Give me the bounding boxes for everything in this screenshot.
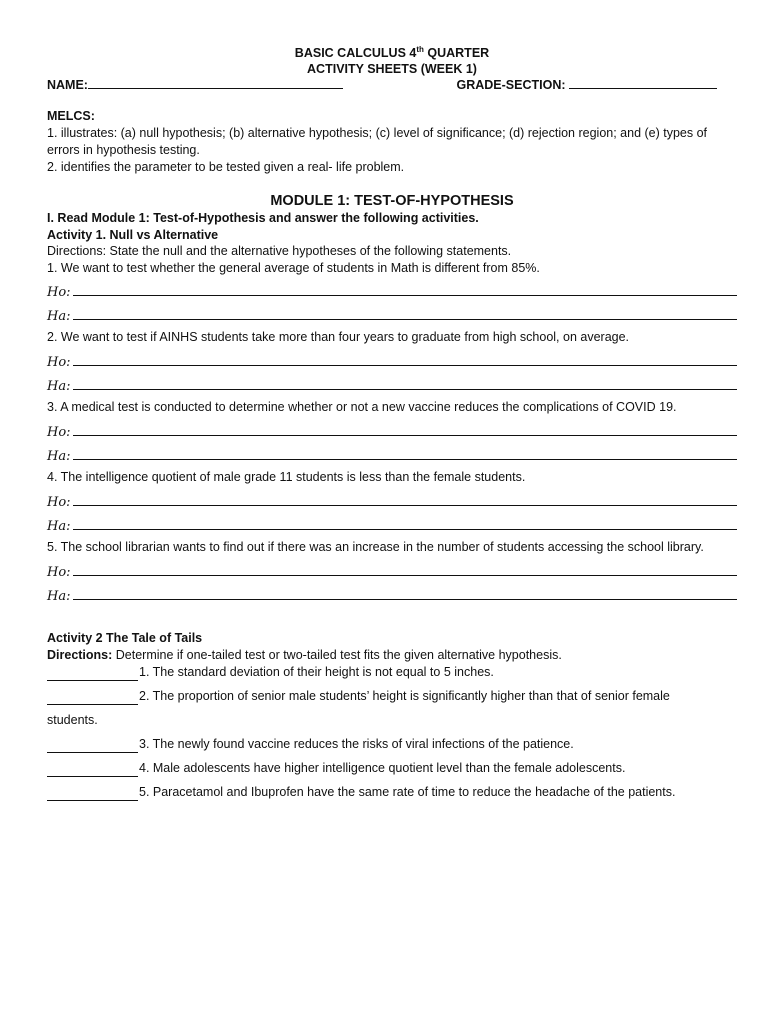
ho-answer-row-3[interactable] xyxy=(47,416,737,440)
answer-blank[interactable] xyxy=(47,788,138,801)
answer-blank[interactable] xyxy=(47,668,138,681)
ho-answer-line[interactable] xyxy=(73,295,737,296)
ho-answer-line[interactable] xyxy=(73,505,737,506)
ho-answer-row-1[interactable] xyxy=(47,276,737,300)
activity2-item-1 xyxy=(47,664,737,681)
melcs-section xyxy=(47,108,737,176)
activity1-title: Activity 1. Null vs Alternative xyxy=(47,227,219,242)
ha-label: Ha: xyxy=(47,379,71,395)
ha-answer-line[interactable] xyxy=(73,459,737,460)
activity2-item-4 xyxy=(47,760,737,777)
grade-section-field[interactable] xyxy=(457,77,718,93)
ha-answer-row-3[interactable] xyxy=(47,440,737,464)
ho-label: Ho: xyxy=(47,565,71,581)
ha-answer-row-4[interactable] xyxy=(47,510,737,534)
ho-label: Ho: xyxy=(47,355,71,371)
melcs-item-1: 1. illustrates: (a) null hypothesis; (b) alternative hypothesis; (c) level of significance; (d) rejection region; and (e) types of errors in hypothesis testing. xyxy=(47,126,708,158)
document-subtitle: ACTIVITY SHEETS (WEEK 1) xyxy=(307,62,477,77)
ha-answer-row-5[interactable] xyxy=(47,580,737,604)
ha-answer-line[interactable] xyxy=(73,319,737,320)
document-title xyxy=(47,42,737,61)
title-superscript: th xyxy=(416,45,424,54)
title-prefix: BASIC CALCULUS 4 xyxy=(294,46,417,61)
ho-label: Ho: xyxy=(47,495,71,511)
activity2-directions-label: Directions: xyxy=(47,647,113,662)
name-grade-row xyxy=(47,77,737,93)
ha-label: Ha: xyxy=(47,449,71,465)
activity1-item-1: 1. We want to test whether the general average of students in Math is different from 85%. xyxy=(47,260,540,275)
grade-section-label: GRADE-SECTION: xyxy=(456,78,569,93)
ho-answer-line[interactable] xyxy=(73,435,737,436)
ha-label: Ha: xyxy=(47,589,71,605)
activity2-item-2-continuation: students. xyxy=(47,713,98,728)
ha-answer-row-1[interactable] xyxy=(47,300,737,324)
ha-label: Ha: xyxy=(47,519,71,535)
ha-answer-line[interactable] xyxy=(73,599,737,600)
activity2-item-3 xyxy=(47,736,737,753)
name-label: NAME: xyxy=(47,78,88,93)
ha-answer-line[interactable] xyxy=(73,389,737,390)
ho-answer-line[interactable] xyxy=(73,365,737,366)
name-field[interactable] xyxy=(47,77,343,93)
ho-label: Ho: xyxy=(47,425,71,441)
answer-blank[interactable] xyxy=(47,740,138,753)
activity2-item-text: 5. Paracetamol and Ibuprofen have the same rate of time to reduce the headache of the patients. xyxy=(139,785,676,800)
grade-section-blank[interactable] xyxy=(569,77,717,89)
activity2-directions-text: Determine if one-tailed test or two-tailed test fits the given alternative hypothesis. xyxy=(112,647,562,662)
activity1-item-4: 4. The intelligence quotient of male grade 11 students is less than the female students. xyxy=(47,470,526,485)
activity2-item-text: 2. The proportion of senior male students’ height is significantly higher than that of senior female xyxy=(139,689,670,704)
activity2-item-5 xyxy=(47,784,737,801)
ho-answer-row-5[interactable] xyxy=(47,556,737,580)
activity1-directions: Directions: State the null and the alternative hypotheses of the following statements. xyxy=(47,244,512,259)
name-blank[interactable] xyxy=(88,77,343,89)
ha-label: Ha: xyxy=(47,309,71,325)
ho-answer-row-2[interactable] xyxy=(47,346,737,370)
module-instruction: I. Read Module 1: Test-of-Hypothesis and answer the following activities. xyxy=(47,211,479,226)
activity2-item-2 xyxy=(47,688,737,705)
answer-blank[interactable] xyxy=(47,764,138,777)
ha-answer-row-2[interactable] xyxy=(47,370,737,394)
ho-label: Ho: xyxy=(47,285,71,301)
activity2-item-text: 3. The newly found vaccine reduces the risks of viral infections of the patience. xyxy=(139,737,574,752)
answer-blank[interactable] xyxy=(47,692,138,705)
melcs-label: MELCS: xyxy=(47,109,95,124)
ho-answer-line[interactable] xyxy=(73,575,737,576)
activity2-item-text: 4. Male adolescents have higher intelligence quotient level than the female adolescents. xyxy=(139,761,626,776)
activity1-item-5: 5. The school librarian wants to find out if there was an increase in the number of students accessing the school library. xyxy=(47,540,704,555)
activity1-item-3: 3. A medical test is conducted to determine whether or not a new vaccine reduces the complications of COVID 19. xyxy=(47,400,677,415)
activity2-title: Activity 2 The Tale of Tails xyxy=(47,631,203,646)
worksheet-page xyxy=(47,42,737,801)
ho-answer-row-4[interactable] xyxy=(47,486,737,510)
activity1-item-2: 2. We want to test if AINHS students take more than four years to graduate from high school, on average. xyxy=(47,330,630,345)
melcs-item-2: 2. identifies the parameter to be tested given a real- life problem. xyxy=(47,160,405,175)
module-title: MODULE 1: TEST-OF-HYPOTHESIS xyxy=(270,193,514,210)
activity2-item-text: 1. The standard deviation of their height is not equal to 5 inches. xyxy=(139,665,494,680)
activity2-directions xyxy=(47,647,737,664)
activity2-section xyxy=(47,630,737,801)
title-suffix: QUARTER xyxy=(423,46,490,61)
ha-answer-line[interactable] xyxy=(73,529,737,530)
